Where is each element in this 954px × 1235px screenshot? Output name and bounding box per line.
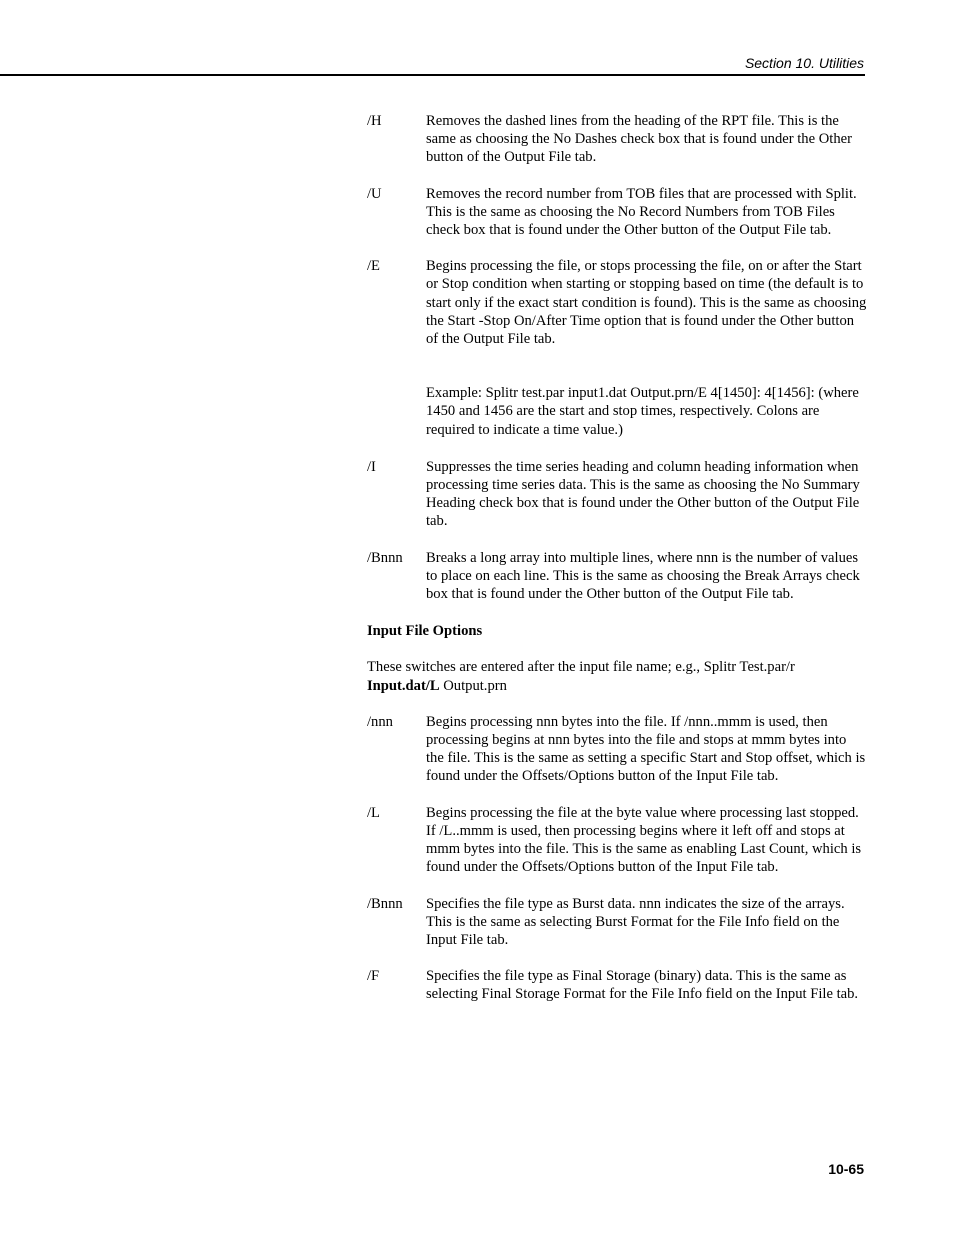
switch-label: /Bnnn xyxy=(367,895,403,912)
input-switch-item-nnn xyxy=(367,713,867,786)
page-number: 10-65 xyxy=(828,1161,864,1177)
header-rule xyxy=(0,74,865,76)
intro-suffix: Output.prn xyxy=(439,677,507,694)
intro-prefix: These switches are entered after the input file name; e.g., Splitr Test.par/r xyxy=(367,659,795,676)
intro-bold-filename: Input.dat/L xyxy=(367,677,440,694)
switch-description: Specifies the file type as Final Storage (binary) data. This is the same as selecting Final Storage Format for the File Info field on the Input File tab. xyxy=(426,968,859,1003)
switch-description: Suppresses the time series heading and column heading information when processing time series data. This is the same as choosing the No Summary Heading check box that is found under the Other button of the Output File tab. xyxy=(426,458,860,530)
switch-description: Begins processing the file, or stops processing the file, on or after the Start or Stop condition when starting or stopping based on time (the default is to start only if the exact start condition is found). This is the same as choosing the Start -Stop On/After Time option that is found under the Other button of the Output File tab. xyxy=(426,258,867,348)
switch-item-i xyxy=(367,458,867,531)
switch-description: Removes the record number from TOB files that are processed with Split. This is the same as choosing the No Record Numbers from TOB Files check box that is found under the Other button of the Output File tab. xyxy=(426,185,857,239)
switch-description: Specifies the file type as Burst data. nnn indicates the size of the arrays. This is the same as selecting Burst Format for the File Info field on the Input File tab. xyxy=(426,895,845,948)
example-block xyxy=(367,384,867,439)
switch-description: Begins processing nnn bytes into the file. If /nnn..mmm is used, then processing begins at nnn bytes into the file and stops at mmm bytes into the file. This is the same as setting a specific Start and Stop offset, which is found under the Offsets/Options button of the Input File tab. xyxy=(426,713,866,785)
example-text: Example: Splitr test.par input1.dat Output.prn/E 4[1450]: 4[1456]: (where 1450 and 1456 are the start and stop times, respectively. Colons are required to indicate a time value.) xyxy=(426,385,859,438)
switch-label: /H xyxy=(367,113,382,129)
input-options-intro xyxy=(367,658,837,694)
input-switch-item-bnnn xyxy=(367,895,867,950)
input-switch-item-l xyxy=(367,804,867,877)
switch-label: /E xyxy=(367,258,380,275)
switch-label: /nnn xyxy=(367,713,393,730)
switch-description: Breaks a long array into multiple lines, where nnn is the number of values to place on each line. This is the same as choosing the Break Arrays check box that is found under the Other button of the Output File tab. xyxy=(426,549,860,603)
switch-label: /L xyxy=(367,804,380,821)
section-header: Section 10. Utilities xyxy=(744,55,864,71)
switch-label: /F xyxy=(367,968,380,985)
switch-item-e xyxy=(367,257,867,348)
switch-item-bnnn xyxy=(367,549,867,604)
switch-label: /Bnnn xyxy=(367,549,403,566)
switch-description: Removes the dashed lines from the heading of the RPT file. This is the same as choosing the No Dashes check box that is found under the Other button of the Output File tab. xyxy=(426,113,852,166)
switch-label: /I xyxy=(367,458,376,475)
page-body xyxy=(367,112,867,1004)
input-switch-item-f xyxy=(367,967,867,1003)
switch-item-u xyxy=(367,185,867,240)
input-options-heading: Input File Options xyxy=(367,623,483,640)
switch-description: Begins processing the file at the byte value where processing last stopped. If /L..mmm is used, then processing begins where it left off and stops at mmm bytes into the file. This is the same as enabling Last Count, which is found under the Offsets/Options button of the Input File tab. xyxy=(426,804,862,876)
switch-label: /U xyxy=(367,185,382,202)
switch-item-h xyxy=(367,112,867,167)
